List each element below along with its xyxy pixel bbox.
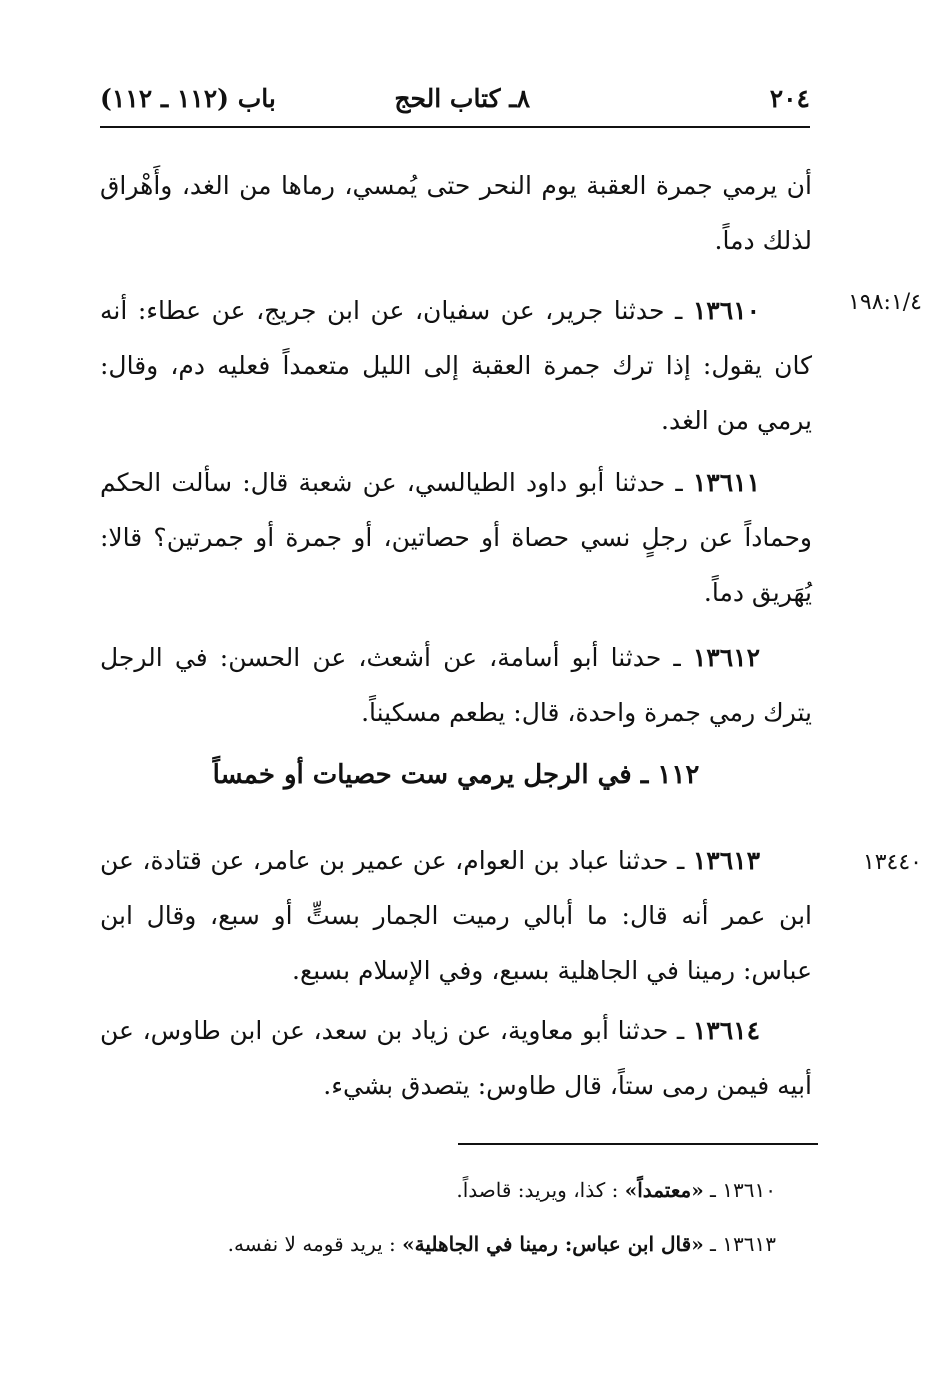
chapter-range: باب (١١٢ ـ ١١٢)	[100, 84, 276, 113]
hadith-text: ـ حدثنا أبو داود الطيالسي، عن شعبة قال: سألت الحكم وحماداً عن رجلٍ نسي حصاة أو حصاتين، أو جمرة أو جمرتين؟ قالا: يُهَريق دماً.	[100, 468, 812, 607]
page-number: ٢٠٤	[769, 84, 810, 113]
hadith-13610	[100, 283, 812, 448]
margin-reference: ١٩٨:١/٤	[848, 290, 922, 315]
footnote-13610: ١٣٦١٠ ـ «معتمداً» : كذا، ويريد: قاصداً.	[456, 1178, 776, 1202]
book-title: ٨ـ كتاب الحج	[394, 84, 530, 113]
hadith-number: ١٣٦١٣	[692, 846, 760, 875]
hadith-13612	[100, 630, 812, 740]
hadith-13613	[100, 833, 812, 998]
footnote-rule	[458, 1143, 818, 1145]
footnote-quote: «معتمداً»	[624, 1178, 704, 1202]
hadith-text: ـ حدثنا أبو أسامة، عن أشعث، عن الحسن: في الرجل يترك رمي جمرة واحدة، قال: يطعم مسكيناً.	[100, 643, 812, 727]
footnote-13613: ١٣٦١٣ ـ «قال ابن عباس: رمينا في الجاهلية» : يريد قومه لا نفسه.	[227, 1232, 776, 1256]
footnote-text: : يريد قومه لا نفسه.	[227, 1232, 396, 1256]
footnote-number: ١٣٦١٣	[722, 1232, 776, 1256]
margin-reference: ١٣٤٤٠	[862, 850, 922, 875]
running-header	[100, 78, 810, 122]
hadith-13611	[100, 455, 812, 620]
footnote-number: ١٣٦١٠	[722, 1178, 776, 1202]
hadith-number: ١٣٦١٤	[692, 1016, 760, 1045]
hadith-number: ١٣٦١٠	[692, 296, 760, 325]
hadith-text: ـ حدثنا عباد بن العوام، عن عمير بن عامر، عن قتادة، عن ابن عمر أنه قال: ما أبالي رميت الجمار بستٍّ أو سبع، وقال ابن عباس: رمينا في الجاهلية بسبع، وفي الإسلام بسبع.	[100, 846, 812, 985]
footnote-quote: «قال ابن عباس: رمينا في الجاهلية»	[402, 1232, 704, 1256]
paragraph-continuation	[100, 158, 812, 268]
footnote-text: : كذا، ويريد: قاصداً.	[456, 1178, 619, 1202]
hadith-number: ١٣٦١١	[692, 468, 760, 497]
paragraph-text: أن يرمي جمرة العقبة يوم النحر حتى يُمسي، رماها من الغد، وأَهْراق لذلك دماً.	[100, 171, 812, 255]
hadith-text: ـ حدثنا أبو معاوية، عن زياد بن سعد، عن ابن طاوس، عن أبيه فيمن رمى ستاً، قال طاوس: يتصدق بشيء.	[100, 1016, 812, 1100]
hadith-text: ـ حدثنا جرير، عن سفيان، عن ابن جريج، عن عطاء: أنه كان يقول: إذا ترك جمرة العقبة إلى الليل متعمداً فعليه دم، وقال: يرمي من الغد.	[100, 296, 812, 435]
hadith-13614	[100, 1003, 812, 1113]
section-heading: ١١٢ ـ في الرجل يرمي ست حصيات أو خمساً	[212, 760, 700, 790]
header-rule	[100, 126, 810, 128]
hadith-number: ١٣٦١٢	[692, 643, 760, 672]
